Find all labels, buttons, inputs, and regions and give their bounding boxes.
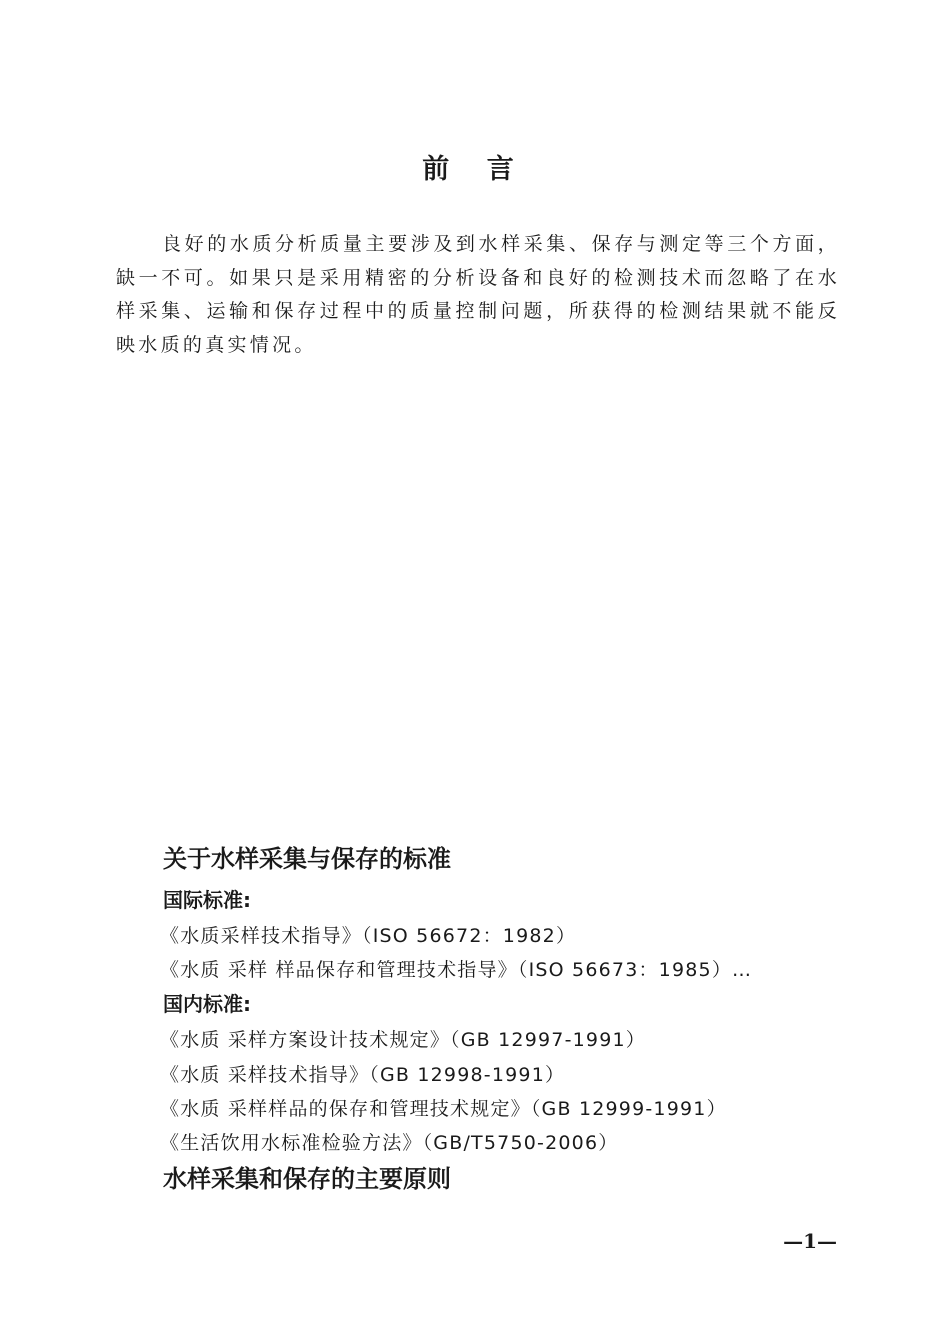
preface-paragraph: 良好的水质分析质量主要涉及到水样采集、保存与测定等三个方面，缺一不可。如果只是采用精密的分析设备和良好的检测技术而忽略了在水样采集、运输和保存过程中的质量控制问题，所获得的检测结果就不能反映水质的真实情况。 bbox=[116, 233, 840, 356]
page-title: 前 言 bbox=[422, 154, 528, 185]
domestic-standard-item: 《水质 采样方案设计技术规定》（GB 12997-1991） bbox=[160, 1029, 646, 1051]
page-number: —1— bbox=[783, 1229, 837, 1253]
domestic-standard-item: 《生活饮用水标准检验方法》（GB/T5750-2006） bbox=[160, 1132, 619, 1154]
domestic-standard-item: 《水质 采样样品的保存和管理技术规定》（GB 12999-1991） bbox=[160, 1098, 727, 1120]
international-standard-item: 《水质 采样 样品保存和管理技术指导》（ISO 56673：1985）… bbox=[160, 959, 753, 981]
standards-section-heading: 关于水样采集与保存的标准 bbox=[163, 844, 451, 873]
domestic-standards-label: 国内标准: bbox=[163, 992, 251, 1016]
principles-section-heading: 水样采集和保存的主要原则 bbox=[163, 1164, 451, 1193]
international-standards-label: 国际标准: bbox=[163, 888, 251, 912]
international-standard-item: 《水质采样技术指导》（ISO 56672：1982） bbox=[160, 925, 577, 947]
domestic-standard-item: 《水质 采样技术指导》（GB 12998-1991） bbox=[160, 1064, 566, 1086]
